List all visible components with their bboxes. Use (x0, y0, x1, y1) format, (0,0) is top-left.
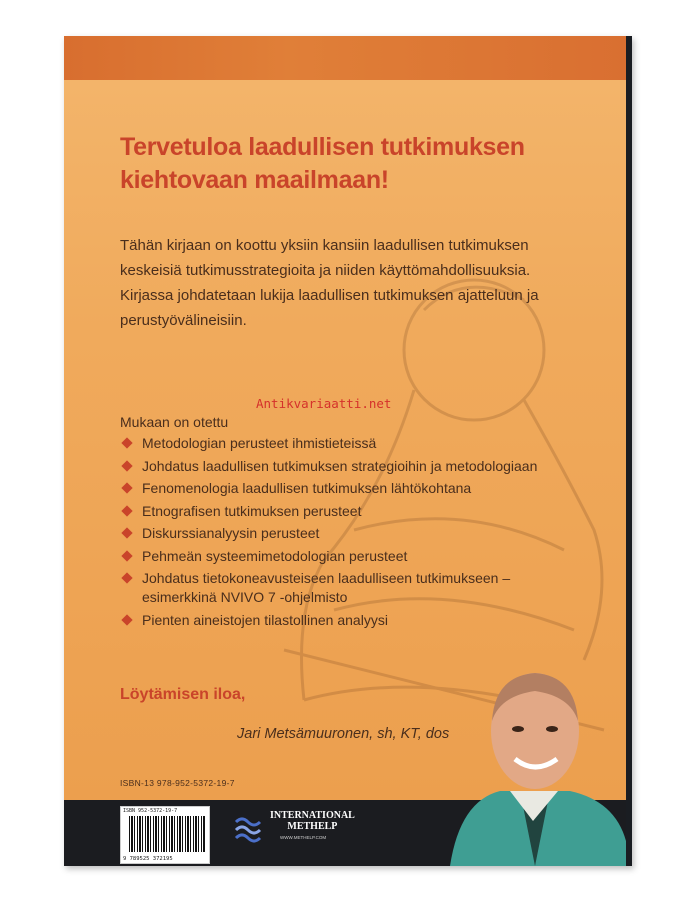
book-back-cover (64, 36, 632, 866)
list-item (120, 547, 580, 566)
publisher-name-line1: INTERNATIONAL (270, 810, 355, 821)
barcode-number: 9 789525 372195 (123, 856, 173, 862)
publisher-name-line2: METHELP (287, 821, 338, 832)
list-item-label: Metodologian perusteet ihmistieteissä (142, 435, 377, 451)
wave-logo-icon (234, 812, 266, 848)
list-item (120, 524, 580, 543)
barcode-isbn-text: ISBN 952-5372-19-7 (123, 808, 178, 814)
barcode-bars (129, 816, 205, 852)
isbn-label: ISBN-13 978-952-5372-19-7 (120, 778, 235, 788)
cover-top-band (64, 36, 626, 80)
diamond-bullet-icon (121, 550, 132, 561)
diamond-bullet-icon (121, 505, 132, 516)
closing-greeting: Löytämisen iloa, (120, 686, 246, 703)
shop-watermark: Antikvariaatti.net (256, 396, 392, 411)
diamond-bullet-icon (121, 527, 132, 538)
list-item-label: Etnografisen tutkimuksen perusteet (142, 502, 362, 519)
diamond-bullet-icon (121, 460, 132, 471)
isbn-barcode (120, 806, 210, 864)
list-item-label: Fenomenologia laadullisen tutkimuksen lähtökohtana (142, 480, 472, 496)
list-item-label: Johdatus tietokoneavusteiseen laadulliseen tutkimukseen – esimerkkinä NVIVO 7 -ohjelmisto (142, 570, 511, 605)
list-item-label: Johdatus laadullisen tutkimuksen strategioihin ja metodologiaan (142, 457, 538, 474)
publisher-logo (234, 808, 394, 858)
feature-list (120, 434, 580, 633)
cover-headline: Tervetuloa laadullisen tutkimuksen kiehtovaan maailmaan! (120, 133, 525, 194)
list-item (120, 479, 580, 498)
diamond-bullet-icon (121, 482, 132, 493)
diamond-bullet-icon (121, 572, 132, 583)
list-item-label: Pienten aineistojen tilastollinen analyysi (142, 611, 388, 628)
list-item (120, 434, 580, 453)
list-item-label: Diskurssianalyysin perusteet (142, 525, 320, 541)
list-item (120, 457, 580, 476)
author-photo (440, 651, 626, 866)
intro-paragraph: Tähän kirjaan on koottu yksiin kansiin laadullisen tutkimuksen keskeisiä tutkimusstrategioita ja niiden käyttömahdollisuuksia. Kirjassa johdatetaan lukija laadullisen tutkimuksen ajatteluun ja perustyövälineisiin. (120, 237, 539, 329)
list-item-label: Pehmeän systeemimetodologian perusteet (142, 547, 408, 564)
feature-list-title: Mukaan on otettu (120, 414, 229, 430)
diamond-bullet-icon (121, 614, 132, 625)
publisher-website: WWW.METHELP.COM (280, 835, 327, 840)
list-item (120, 502, 580, 521)
diamond-bullet-icon (121, 437, 132, 448)
author-signature: Jari Metsämuuronen, sh, KT, dos (237, 726, 450, 742)
list-item (120, 569, 580, 607)
publisher-name (270, 810, 355, 832)
list-item (120, 611, 580, 630)
